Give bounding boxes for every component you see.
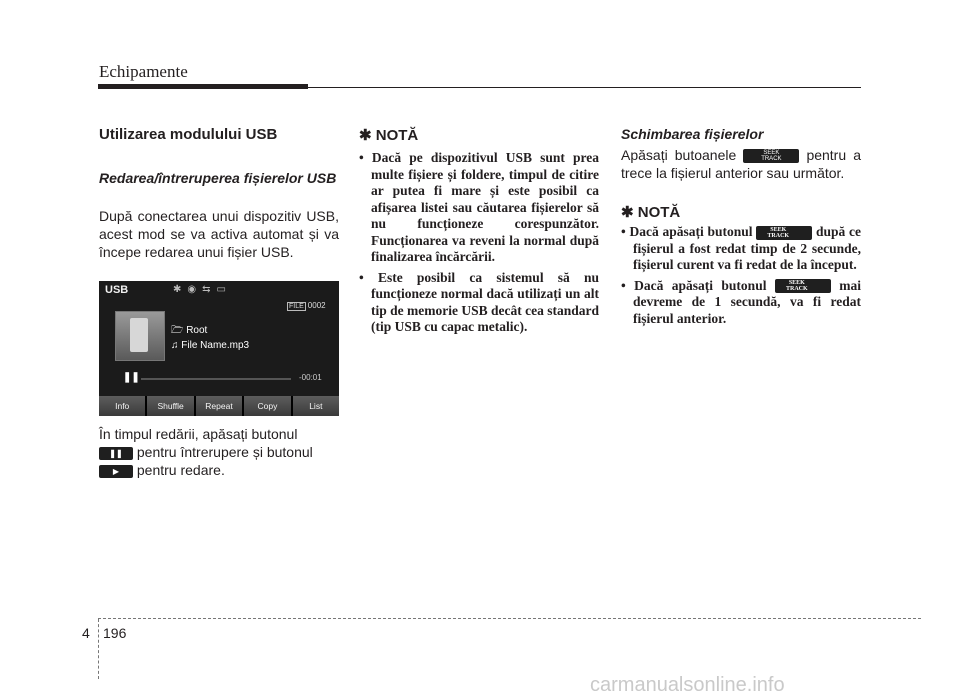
seek-track-icon bbox=[756, 226, 812, 240]
screen-time: -00:01 bbox=[299, 373, 322, 382]
chapter-number: 4 bbox=[82, 625, 90, 641]
note-list-1 bbox=[359, 150, 599, 340]
file-number: 0002 bbox=[307, 301, 326, 310]
page-number: 196 bbox=[103, 625, 127, 641]
section-title: Utilizarea modulului USB bbox=[99, 126, 278, 143]
screen-shuffle-button: Shuffle bbox=[147, 396, 193, 416]
screen-file-number bbox=[287, 301, 326, 310]
footer-rule bbox=[98, 618, 921, 619]
pause-icon: ❚❚ bbox=[99, 447, 133, 460]
note-title-1 bbox=[359, 126, 418, 144]
note-item-text: Dacă apăsați butonul bbox=[634, 277, 767, 293]
screen-status-icons: ✱◉⇆▭ bbox=[173, 284, 232, 295]
seek-label: SEEK bbox=[770, 226, 787, 233]
pause-text-2: pentru întrerupere și butonul bbox=[136, 444, 313, 460]
subsection-title: Redarea/întreruperea fișierelor USB bbox=[99, 170, 337, 186]
screen-folder bbox=[171, 323, 207, 340]
note-item: • Dacă pe dispozitivul USB sunt prea multe fișiere și foldere, timpul de citire ar putea fi mare și este posibil ca afișarea listei sau căutarea fișierelor să nu funcționeze corespunzător. Funcționarea va reveni la normal după finalizarea încărcării. bbox=[359, 150, 599, 264]
note-item-text: Dacă apăsați butonul bbox=[629, 224, 753, 239]
screen-source: USB bbox=[105, 284, 129, 296]
note-item-text: Dacă pe dispozitivul USB sunt prea multe fișiere și foldere, timpul de citire ar putea fi mare și este posibil ca afișarea listei sau căutarea fișierelor să nu funcționeze corespunzător. Funcționarea va reveni la normal după finalizarea încărcării. bbox=[371, 150, 599, 264]
progress-bar bbox=[141, 378, 291, 380]
music-note-icon: ♫ bbox=[171, 340, 182, 351]
intro-paragraph: După conectarea unui dispozitiv USB, acest mod se va activa automat și va începe redarea unui fișier USB. bbox=[99, 208, 339, 260]
change-files-title: Schimbarea fișierelor bbox=[621, 126, 764, 142]
change-text-1: Apăsați butoanele bbox=[621, 147, 737, 163]
track-label: TRACK bbox=[767, 232, 790, 239]
note-star-icon: ✱ bbox=[621, 204, 638, 221]
note-item-text: mai devreme de 1 secundă, va fi redat fișierul anterior. bbox=[633, 277, 862, 326]
change-text-2: pentru a trece la fișierul anterior sau următor. bbox=[621, 147, 861, 181]
seek-label: SEEK bbox=[788, 280, 805, 287]
page-header-title: Echipamente bbox=[99, 62, 188, 81]
song-name: File Name.mp3 bbox=[181, 340, 250, 351]
screen-info-button: Info bbox=[99, 396, 145, 416]
note-item: • Dacă apăsați butonul SEEK TRACK după ce fișierul a fost redat timp de 2 secunde, fișierul curent va fi redat de la început. bbox=[621, 224, 862, 272]
header-rule bbox=[98, 87, 861, 88]
pause-text-1: În timpul redării, apăsați butonul bbox=[99, 426, 298, 442]
usb-stick-image bbox=[130, 318, 148, 352]
note-item: • Este posibil ca sistemul să nu funcționeze normal dacă utilizați un alt tip de memorie USB decât cea standard (tip USB cu capac metalic). bbox=[359, 269, 599, 334]
seek-track-icon bbox=[775, 279, 831, 293]
note-title-2 bbox=[621, 203, 680, 221]
pause-text-3: pentru redare. bbox=[136, 462, 225, 478]
note-list-2 bbox=[621, 224, 861, 331]
screen-copy-button: Copy bbox=[244, 396, 290, 416]
note-label: NOTĂ bbox=[375, 127, 419, 144]
file-label: FILE bbox=[289, 303, 304, 310]
screen-song bbox=[171, 340, 249, 351]
screen-repeat-button: Repeat bbox=[196, 396, 242, 416]
note-item-text: după ce fișierul a fost redat timp de 2 secunde, fișierul curent va fi redat de la început. bbox=[633, 224, 862, 272]
usb-screen-image bbox=[99, 281, 339, 416]
screen-pause-icon: ❚❚ bbox=[123, 372, 140, 383]
note-item-text: Este posibil ca sistemul să nu funcționeze normal dacă utilizați un alt tip de memorie USB decât cea standard (tip USB cu capac metalic). bbox=[371, 269, 599, 334]
note-label: NOTĂ bbox=[637, 204, 681, 221]
note-star-icon: ✱ bbox=[359, 127, 376, 144]
screen-list-button: List bbox=[293, 396, 339, 416]
footer-divider bbox=[98, 619, 99, 679]
note-item: • Dacă apăsați butonul SEEK TRACK mai devreme de 1 secundă, va fi redat fișierul anterior. bbox=[621, 277, 862, 326]
folder-icon: 🗁 bbox=[171, 325, 187, 336]
seek-track-icon bbox=[743, 149, 799, 163]
track-label: TRACK bbox=[761, 156, 782, 163]
play-icon: ▶ bbox=[99, 465, 133, 478]
pause-play-paragraph bbox=[99, 425, 339, 479]
album-art bbox=[115, 311, 165, 361]
folder-name: Root bbox=[186, 325, 208, 336]
seek-label: SEEK bbox=[763, 150, 780, 157]
track-label: TRACK bbox=[786, 286, 808, 293]
watermark: carmanualsonline.info bbox=[590, 674, 785, 696]
change-files-paragraph bbox=[621, 146, 861, 182]
screen-button-row bbox=[99, 396, 339, 416]
